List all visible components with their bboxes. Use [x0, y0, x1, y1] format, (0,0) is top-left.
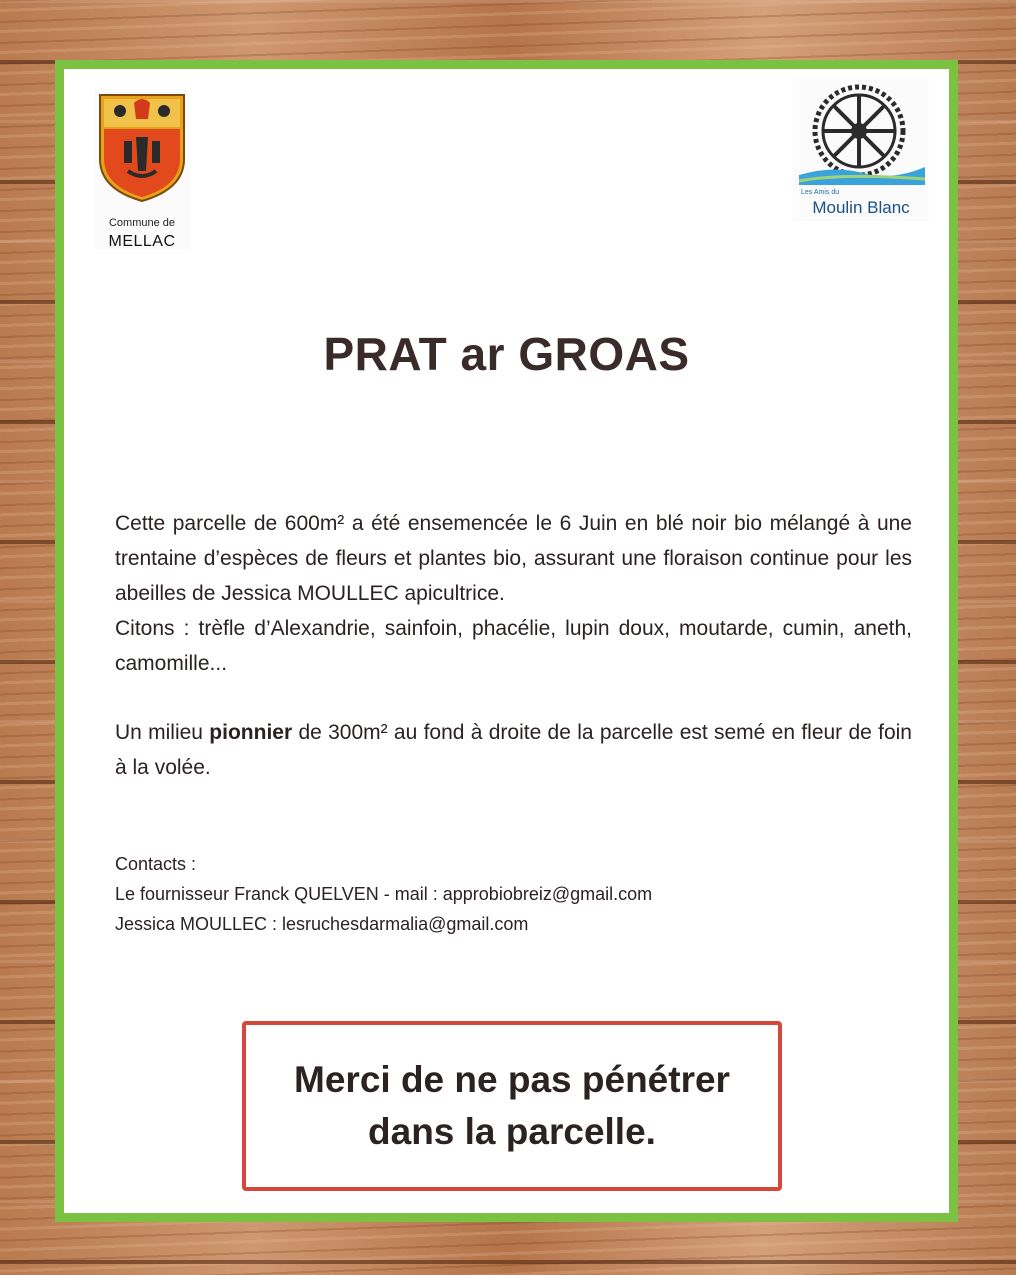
- mill-wheel-icon: [793, 79, 929, 189]
- contact-beekeeper: Jessica MOULLEC : lesruchesdarmalia@gmail.com: [115, 914, 529, 934]
- commune-caption: Commune de: [108, 217, 176, 229]
- description: [115, 506, 912, 785]
- contacts-block: [115, 849, 815, 939]
- contact-supplier: Le fournisseur Franck QUELVEN - mail : approbiobreiz@gmail.com: [115, 884, 653, 904]
- warning-text: [294, 1054, 730, 1158]
- commune-name: MELLAC: [108, 233, 176, 250]
- mellac-logo: [94, 89, 190, 249]
- moulin-blanc-logo: [793, 79, 929, 221]
- paragraph-pioneer-end: de 300m² au fond à droite de la parcelle est semé en fleur de foin à la volée.: [115, 721, 912, 779]
- pioneer-bold: pionnier: [209, 721, 293, 744]
- paragraph-species: Citons : trèfle d’Alexandrie, sainfoin, phacélie, lupin doux, moutarde, cumin, aneth, camomille...: [115, 617, 912, 675]
- warning-line-1: Merci de ne pas pénétrer: [294, 1059, 730, 1100]
- association-caption: Les Amis du: [801, 189, 840, 196]
- sign-panel: [64, 69, 949, 1213]
- warning-box: [242, 1021, 782, 1191]
- sign-board: [55, 60, 958, 1222]
- paragraph-pioneer-start: Un milieu: [115, 721, 210, 744]
- coat-of-arms-icon: [94, 89, 190, 204]
- association-name: Moulin Blanc: [812, 198, 910, 217]
- warning-line-2: dans la parcelle.: [368, 1111, 656, 1152]
- page-title: PRAT ar GROAS: [323, 328, 690, 380]
- contacts-heading: Contacts :: [115, 854, 197, 874]
- paragraph-pioneer: [115, 715, 912, 785]
- paragraph-sowing: Cette parcelle de 600m² a été ensemencée le 6 Juin en blé noir bio mélangé à une trentaine d’espèces de fleurs et plantes bio, assurant une floraison continue pour les abeilles de Jessica MOULLEC apicultrice.: [115, 512, 912, 605]
